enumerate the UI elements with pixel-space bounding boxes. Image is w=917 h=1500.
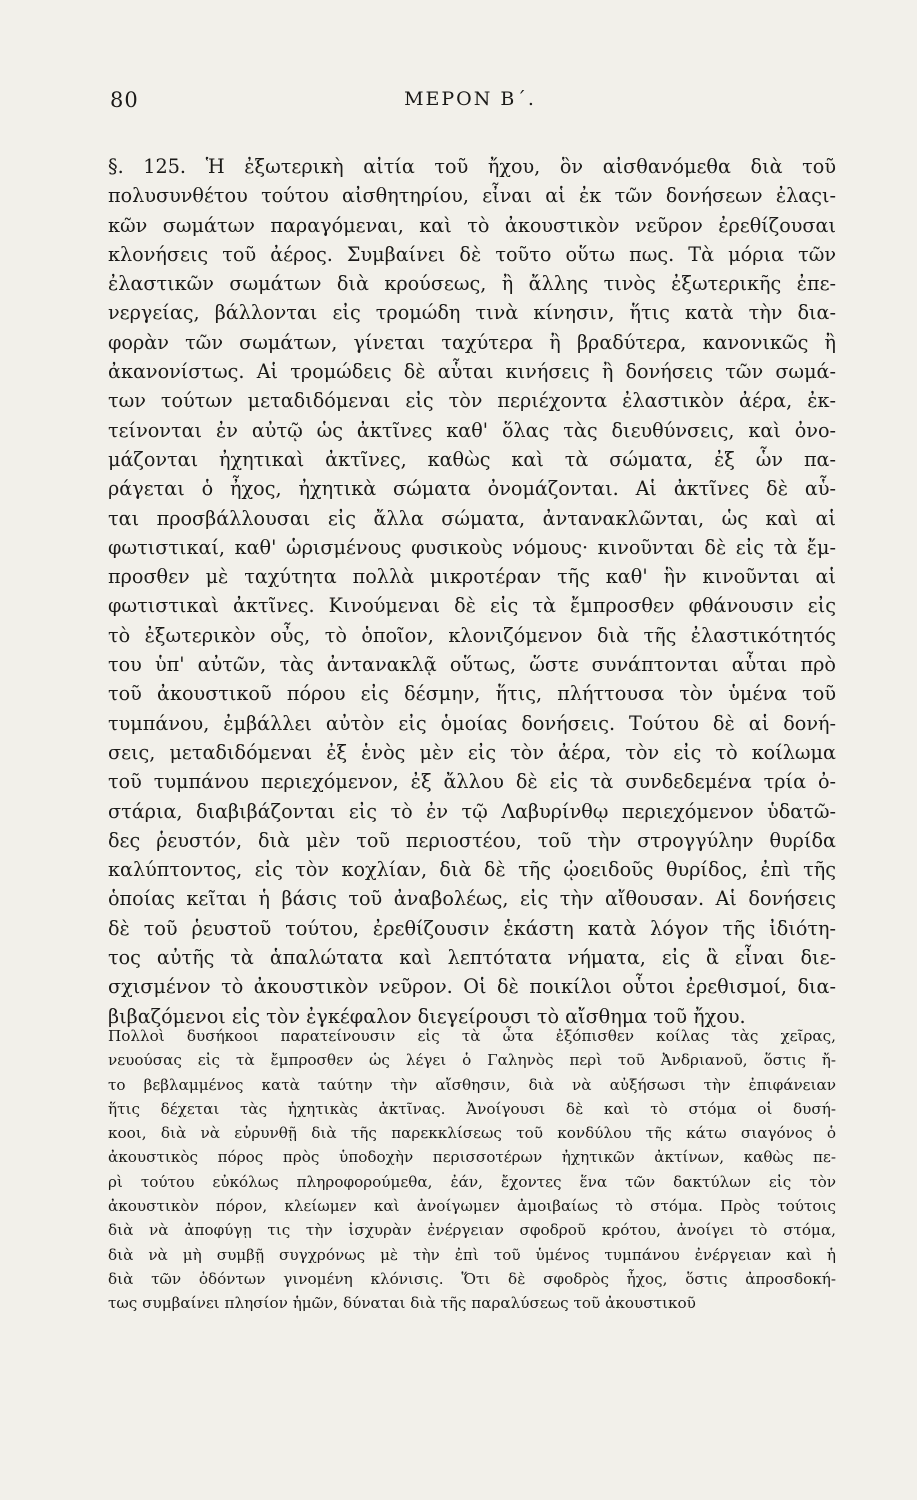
text-line: φωτιστικαί, καθ' ὡρισμένους φυσικοὺς νόμους· κινοῦνται δὲ εἰς τὰ ἔμ-: [108, 535, 836, 559]
text-line: στάρια, διαβιβάζονται εἰς τὸ ἐν τῷ Λαβυρίνθῳ περιεχόμενον ὑδατῶ-: [108, 799, 836, 823]
text-line: νεργείας, βάλλονται εἰς τρομώδη τινὰ κίνησιν, ἥτις κατὰ τὴν δια-: [108, 301, 836, 325]
text-line: σεις, μεταδιδόμεναι ἐξ ἑνὸς μὲν εἰς τὸν ἀέρα, τὸν εἰς τὸ κοίλωμα: [108, 740, 836, 764]
text-line: ρὶ τούτου εὐκόλως πληροφορούμεθα, ἐάν, ἔχοντες ἕνα τῶν δακτύλων εἰς τὸν: [108, 1172, 836, 1191]
text-line: φορὰν τῶν σωμάτων, γίνεται ταχύτερα ἢ βραδύτερα, κανονικῶς ἢ: [108, 330, 836, 354]
text-line: δες ῥευστόν, διὰ μὲν τοῦ περιοστέου, τοῦ τὴν στρογγύλην θυρίδα: [108, 828, 836, 852]
text-line: του ὑπ' αὐτῶν, τὰς ἀντανακλᾷ οὕτως, ὥστε συνάπτονται αὗται πρὸ: [108, 653, 836, 677]
text-line: κοοι, διὰ νὰ εὐρυνθῇ διὰ τῆς παρεκκλίσεως τοῦ κονδύλου τῆς κάτω σιαγόνος ὁ: [108, 1124, 836, 1143]
text-line: μάζονται ἠχητικαὶ ἀκτῖνες, καθὼς καὶ τὰ σώματα, ἐξ ὧν πα-: [108, 447, 836, 471]
text-line: σχισμένον τὸ ἀκουστικὸν νεῦρον. Οἱ δὲ ποικίλοι οὗτοι ἐρεθισμοί, δια-: [108, 975, 836, 999]
text-line: τοῦ τυμπάνου περιεχόμενον, ἐξ ἄλλου δὲ εἰς τὰ συνδεδεμένα τρία ὀ-: [108, 770, 836, 794]
text-line: τος αὐτῆς τὰ ἁπαλώτατα καὶ λεπτότατα νήματα, εἰς ἃ εἶναι διε-: [108, 946, 836, 970]
text-line: τὸ ἐξωτερικὸν οὖς, τὸ ὁποῖον, κλονιζόμενον διὰ τῆς ἐλαστικότητός: [108, 623, 836, 647]
text-line: νευούσας εἰς τὰ ἔμπροσθεν ὡς λέγει ὁ Γαληνὸς περὶ τοῦ Ἀνδριανοῦ, ὅστις ἤ-: [108, 1051, 836, 1070]
text-line: ἀκανονίστως. Αἱ τρομώδεις δὲ αὗται κινήσεις ἢ δονήσεις τῶν σωμά-: [108, 360, 836, 384]
text-line: δὲ τοῦ ῥευστοῦ τούτου, ἐρεθίζουσιν ἑκάστη κατὰ λόγον τῆς ἰδιότη-: [108, 916, 836, 940]
text-line: ἐλαστικῶν σωμάτων διὰ κρούσεως, ἢ ἄλλης τινὸς ἐξωτερικῆς ἐπε-: [108, 272, 836, 296]
text-line: διὰ τῶν ὀδόντων γινομένη κλόνισις. Ὅτι δὲ σφοδρὸς ἦχος, ὅστις ἀπροσδοκή-: [108, 1269, 836, 1288]
text-line: διὰ νὰ ἀποφύγῃ τις τὴν ἰσχυρὰν ἐνέργειαν σφοδροῦ κρότου, ἀνοίγει τὸ στόμα,: [108, 1221, 836, 1240]
text-line: προσθεν μὲ ταχύτητα πολλὰ μικροτέραν τῆς καθ' ἣν κινοῦνται αἱ: [108, 565, 836, 589]
text-line: κῶν σωμάτων παραγόμεναι, καὶ τὸ ἀκουστικὸν νεῦρον ἐρεθίζουσαι: [108, 213, 836, 237]
text-line: ἀκουστικὸς πόρος πρὸς ὑποδοχὴν περισσοτέρων ἠχητικῶν ἀκτίνων, καθὼς πε-: [108, 1148, 836, 1167]
text-line: κλονήσεις τοῦ ἀέρος. Συμβαίνει δὲ τοῦτο οὕτω πως. Τὰ μόρια τῶν: [108, 242, 836, 266]
running-head: ΜΕΡΟΝ Β΄.: [404, 88, 536, 110]
text-line: ὁποίας κεῖται ἡ βάσις τοῦ ἀναβολέως, εἰς τὴν αἴθουσαν. Αἱ δονήσεις: [108, 887, 836, 911]
text-line: το βεβλαμμένος κατὰ ταύτην τὴν αἴσθησιν, διὰ νὰ αὐξήσωσι τὴν ἐπιφάνειαν: [108, 1075, 836, 1094]
text-line: των τούτων μεταδιδόμεναι εἰς τὸν περιέχοντα ἐλαστικὸν ἀέρα, ἐκ-: [108, 389, 836, 413]
text-line: τείνονται ἐν αὐτῷ ὡς ἀκτῖνες καθ' ὅλας τὰς διευθύνσεις, καὶ ὀνο-: [108, 418, 836, 442]
text-line: βιβαζόμενοι εἰς τὸν ἐγκέφαλον διεγείρουσι τὸ αἴσθημα τοῦ ἤχου.: [108, 1004, 746, 1028]
text-line: ράγεται ὁ ἦχος, ἠχητικὰ σώματα ὀνομάζονται. Αἱ ἀκτῖνες δὲ αὗ-: [108, 477, 836, 501]
text-line: καλύπτοντος, εἰς τὸν κοχλίαν, διὰ δὲ τῆς ᾠοειδοῦς θυρίδος, ἐπὶ τῆς: [108, 858, 836, 882]
text-line: ται προσβάλλουσαι εἰς ἄλλα σώματα, ἀντανακλῶνται, ὡς καὶ αἱ: [108, 506, 836, 530]
main-paragraph: [108, 152, 836, 1031]
text-line: τοῦ ἀκουστικοῦ πόρου εἰς δέσμην, ἥτις, πλήττουσα τὸν ὑμένα τοῦ: [108, 682, 836, 706]
text-line: ἥτις δέχεται τὰς ἠχητικὰς ἀκτῖνας. Ἀνοίγουσι δὲ καὶ τὸ στόμα οἱ δυσή-: [108, 1099, 836, 1118]
text-line: διὰ νὰ μὴ συμβῇ συγχρόνως μὲ τὴν ἐπὶ τοῦ ὑμένος τυμπάνου ἐνέργειαν καὶ ἡ: [108, 1245, 836, 1264]
text-line: §. 125. Ἡ ἐξωτερικὴ αἰτία τοῦ ἤχου, ὃν αἰσθανόμεθα διὰ τοῦ: [108, 155, 836, 178]
text-line: ἀκουστικὸν πόρον, κλείωμεν καὶ ἀνοίγωμεν ἀμοιβαίως τὸ στόμα. Πρὸς τούτοις: [108, 1197, 836, 1216]
footnote-paragraph: [108, 1024, 836, 1316]
text-line: τως συμβαίνει πλησίον ἡμῶν, δύναται διὰ τῆς παραλύσεως τοῦ ἀκουστικοῦ: [108, 1294, 696, 1313]
page-number: 80: [110, 88, 139, 112]
text-line: πολυσυνθέτου τούτου αἰσθητηρίου, εἶναι αἱ ἐκ τῶν δονήσεων ἐλαςι-: [108, 184, 836, 208]
text-line: Πολλοὶ δυσήκοοι παρατείνουσιν εἰς τὰ ὦτα ἐξόπισθεν κοίλας τὰς χεῖρας,: [108, 1027, 836, 1045]
text-line: τυμπάνου, ἐμβάλλει αὐτὸν εἰς ὁμοίας δονήσεις. Τούτου δὲ αἱ δονή-: [108, 711, 836, 735]
text-line: φωτιστικαὶ ἀκτῖνες. Κινούμεναι δὲ εἰς τὰ ἔμπροσθεν φθάνουσιν εἰς: [108, 594, 836, 618]
page-header: [110, 88, 830, 122]
